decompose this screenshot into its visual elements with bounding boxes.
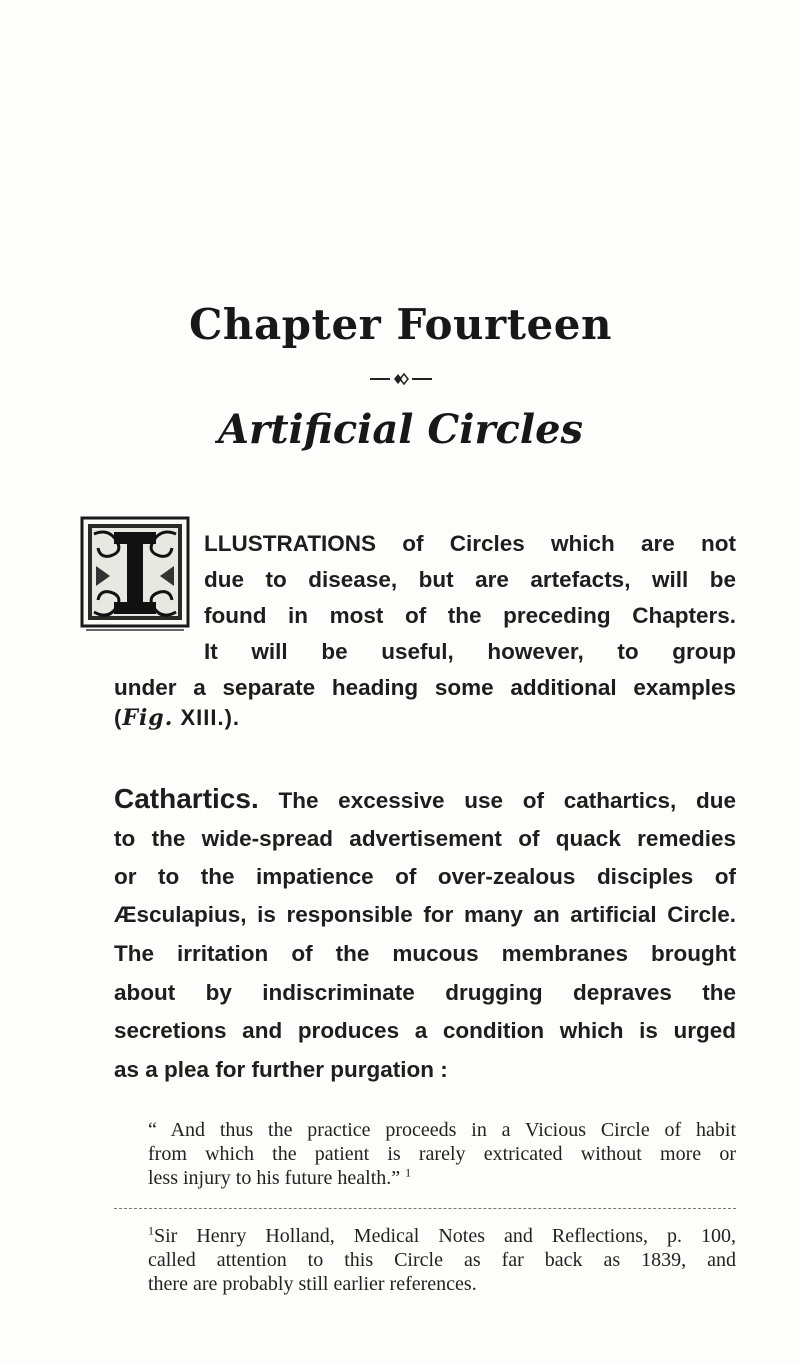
intro-line: It will be useful, however, to group	[204, 639, 736, 664]
irritation-line: about by indiscriminate drugging depraves the	[114, 979, 736, 1005]
section-title: Artificial Circles	[217, 406, 584, 453]
irritation-paragraph	[114, 935, 736, 1089]
intro-line: found in most of the preceding Chapters.	[204, 603, 736, 628]
footnote-line: $^1$Sir Henry Holland, Medical Notes and Reflections, p. 100,	[148, 1223, 736, 1247]
cathartics-heading: Cathartics.	[114, 783, 259, 814]
intro-paragraph	[114, 526, 736, 670]
footnote-reference: 1	[405, 1165, 412, 1180]
block-quote	[148, 1118, 736, 1190]
intro-line: LLUSTRATIONS of Circles which are not	[204, 531, 736, 556]
irritation-line: secretions and produces a condition which is urged	[114, 1018, 736, 1043]
footnote-line: there are probably still earlier references.	[148, 1273, 477, 1295]
footnote-marker: 1	[148, 1223, 154, 1238]
quote-line: from which the patient is rarely extricated without more or	[148, 1143, 736, 1165]
figure-reference: (Fig. XIII.).	[114, 705, 241, 731]
quote-line: “ And thus the practice proceeds in a Vicious Circle of habit	[148, 1119, 736, 1141]
footnote-line: called attention to this Circle as far back as 1839, and	[148, 1249, 736, 1271]
irritation-line: as a plea for further purgation :	[114, 1056, 448, 1082]
cathartics-line: to the wide-spread advertisement of quack remedies	[114, 826, 736, 851]
cathartics-paragraph	[114, 780, 736, 934]
divider-ornament-icon	[370, 372, 432, 386]
fig-word: Fig.	[122, 705, 174, 731]
footnote-divider	[114, 1208, 736, 1209]
irritation-line: The irritation of the mucous membranes brought	[114, 941, 736, 966]
intro-line: due to disease, but are artefacts, will be	[204, 567, 736, 592]
intro-paragraph-tail	[114, 670, 736, 706]
cathartics-line: Cathartics. The excessive use of cathartics, due	[114, 783, 736, 814]
quote-line: less injury to his future health.” $^1$	[148, 1165, 412, 1189]
cathartics-line: Æsculapius, is responsible for many an artificial Circle.	[114, 902, 736, 927]
cathartics-line: or to the impatience of over-zealous disciples of	[114, 864, 736, 889]
footnote	[148, 1224, 736, 1296]
fig-number: XIII.).	[180, 705, 241, 730]
intro-line: under a separate heading some additional examples	[114, 675, 736, 700]
chapter-title: Chapter Fourteen	[189, 300, 612, 349]
